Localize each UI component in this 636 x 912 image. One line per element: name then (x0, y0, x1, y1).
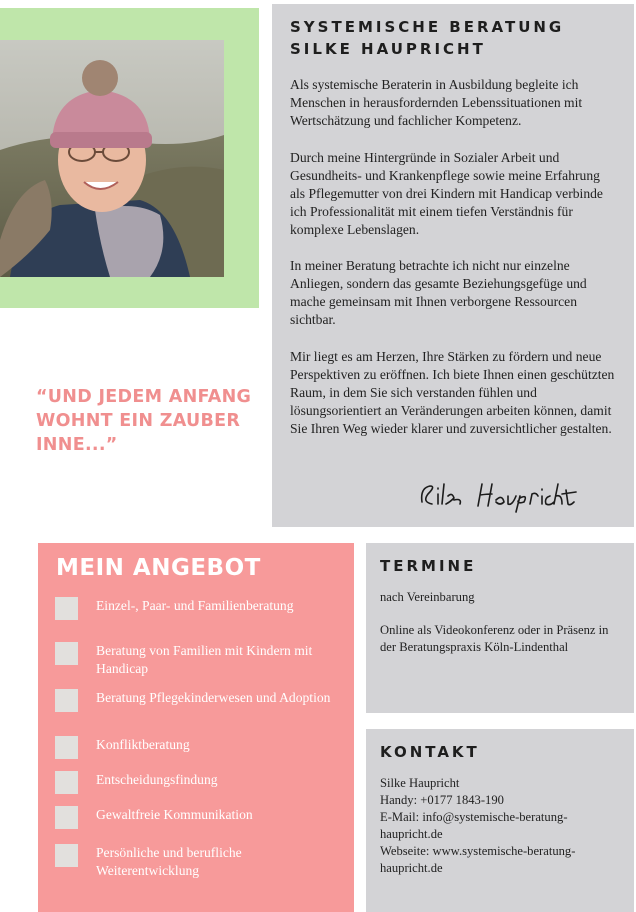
quote: “UND JEDEM ANFANG WOHNT EIN ZAUBER INNE...” (36, 387, 252, 455)
portrait-photo (0, 40, 224, 277)
bio-text (290, 76, 618, 438)
kontakt-website[interactable]: Webseite: www.systemische-beratung-haupricht.de (380, 844, 576, 875)
offer-item-label: Beratung von Familien mit Kindern mit Handicap (96, 643, 313, 676)
checkbox-icon (55, 844, 78, 867)
checkbox-icon (55, 806, 78, 829)
bio-paragraph: Durch meine Hintergründe in Sozialer Arbeit und Gesundheits- und Krankenpflege sowie meine Erfahrung als Pflegemutter von drei Kindern mit Handicap verbinde ich Professionalität mit einem tiefen Verständnis für komplexe Lebenslagen. (290, 149, 603, 237)
list-item (56, 844, 336, 884)
kontakt-phone[interactable]: Handy: +0177 1843-190 (380, 793, 504, 807)
checkbox-icon (55, 736, 78, 759)
bio-paragraph: Mir liegt es am Herzen, Ihre Stärken zu fördern und neue Perspektiven zu eröffnen. Ich biete Ihnen einen geschützten Raum, in dem Sie sich verstanden fühlen und lösungsorientiert an Veränderungen arbeiten können, damit Sie Ihren Weg wieder klarer und zuversichtlicher gestalten. (290, 348, 615, 436)
list-item (56, 597, 336, 642)
offer-item-label: Beratung Pflegekinderwesen und Adoption (96, 690, 331, 705)
signature (412, 474, 612, 514)
kontakt-email[interactable]: E-Mail: info@systemische-beratung-haupricht.de (380, 810, 568, 841)
checkbox-icon (55, 771, 78, 794)
kontakt-name: Silke Haupricht (380, 776, 460, 790)
checkbox-icon (55, 689, 78, 712)
offer-item-label: Gewaltfreie Kommunikation (96, 807, 253, 822)
offer-title: MEIN ANGEBOT (56, 555, 261, 581)
list-item (56, 771, 336, 806)
bio-paragraph: Als systemische Beraterin in Ausbildung begleite ich Menschen in herausfordernden Lebenssituationen mit Wertschätzung und fachlicher Kompetenz. (290, 77, 583, 128)
list-item (56, 806, 336, 844)
offer-item-label: Konfliktberatung (96, 737, 190, 752)
bio-paragraph: In meiner Beratung betrachte ich nicht nur einzelne Anliegen, sondern das gesamte Beziehungsgefüge und mache gemeinsam mit Ihnen verborgene Ressourcen sichtbar. (290, 258, 587, 327)
offer-item-label: Entscheidungsfindung (96, 772, 218, 787)
checkbox-icon (55, 642, 78, 665)
checkbox-icon (55, 597, 78, 620)
bio-title-line2: SILKE HAUPRICHT (290, 40, 486, 58)
offer-panel (38, 543, 354, 912)
termine-line: Online als Videokonferenz oder in Präsenz in der Beratungspraxis Köln-Lindenthal (380, 623, 609, 654)
kontakt-title: KONTAKT (380, 743, 480, 761)
termine-line: nach Vereinbarung (380, 590, 475, 604)
list-item (56, 736, 336, 771)
termine-panel (366, 543, 634, 713)
list-item (56, 689, 336, 736)
bio-title-line1: SYSTEMISCHE BERATUNG (290, 18, 565, 36)
kontakt-text (380, 775, 620, 877)
offer-item-label: Persönliche und berufliche Weiterentwicklung (96, 845, 242, 878)
kontakt-panel (366, 729, 634, 912)
offer-list (56, 597, 336, 884)
termine-title: TERMINE (380, 557, 477, 575)
list-item (56, 642, 336, 689)
termine-text (380, 589, 620, 656)
bio-panel (272, 4, 634, 527)
offer-item-label: Einzel-, Paar- und Familienberatung (96, 598, 294, 613)
